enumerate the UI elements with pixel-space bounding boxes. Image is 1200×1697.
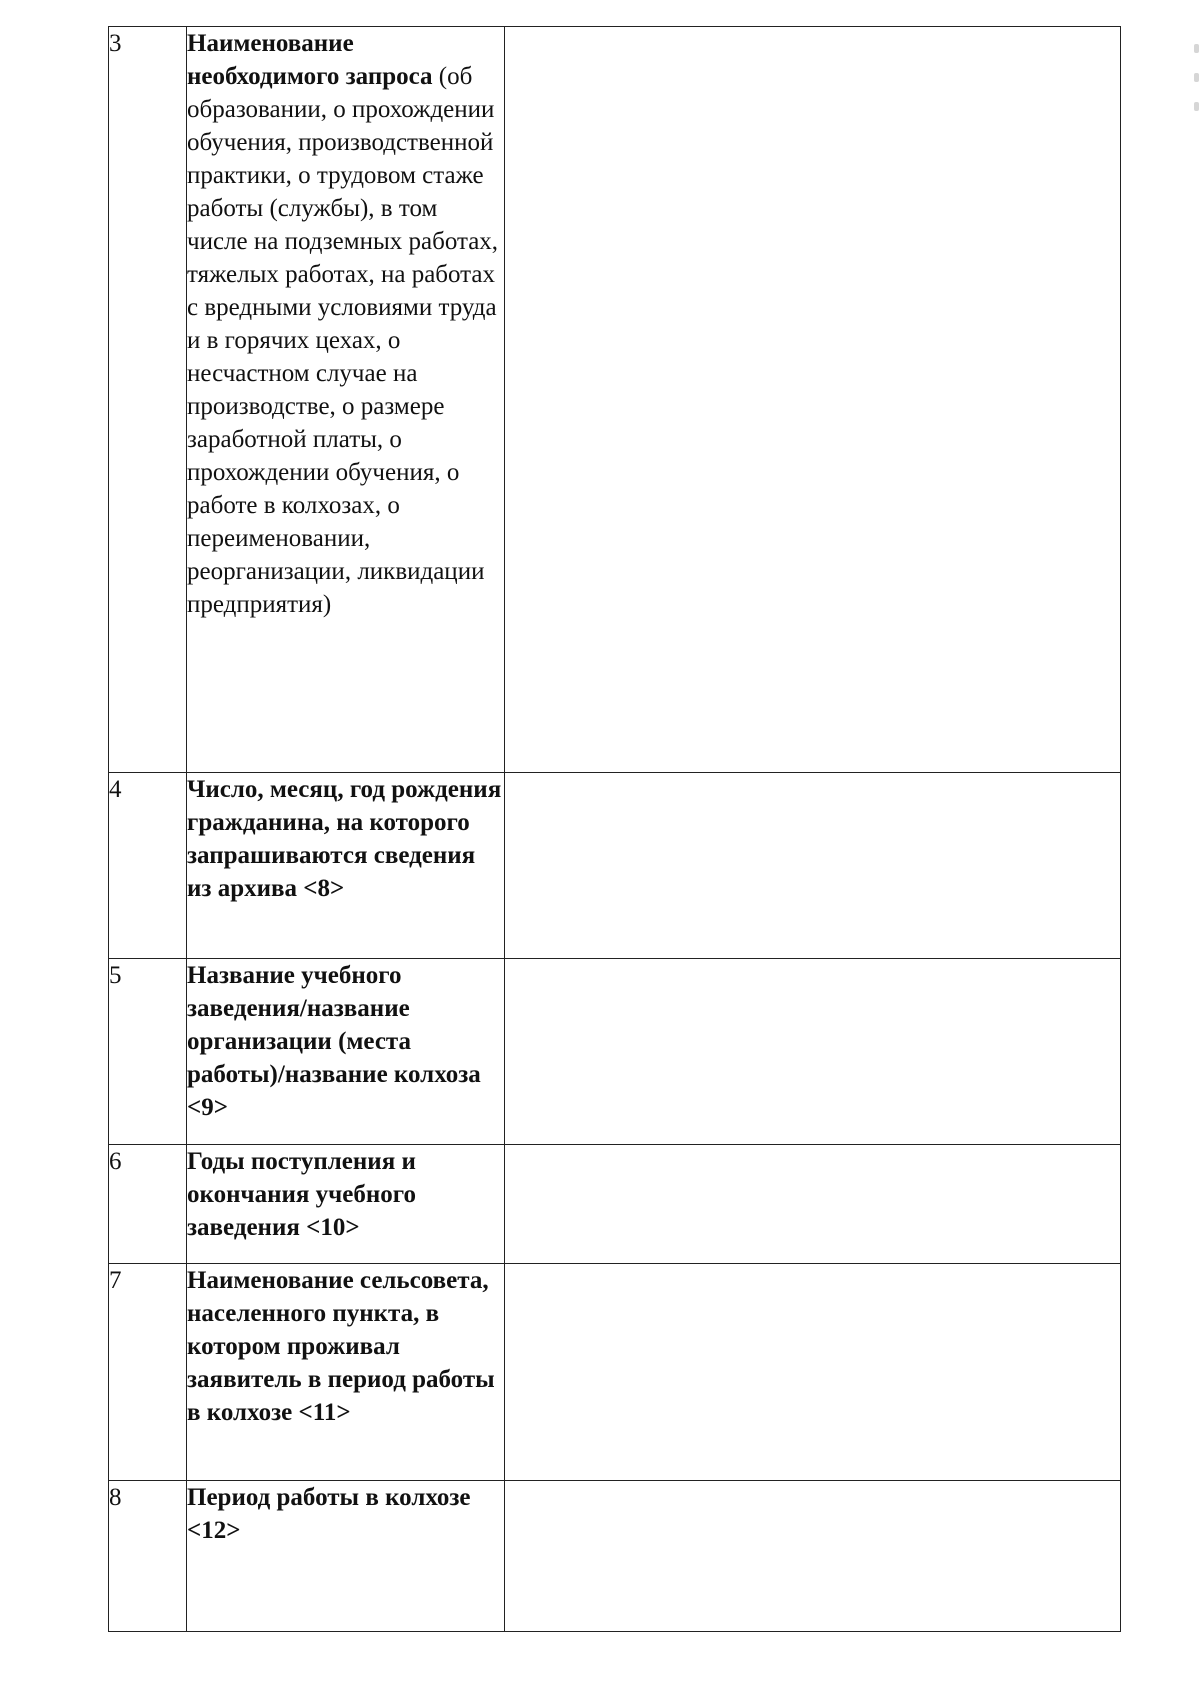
label-bold: Число, месяц, год рождения гражданина, на которого запрашиваются сведения из архива <8> (187, 776, 502, 902)
row-number: 6 (109, 1145, 187, 1264)
table-row-4 (109, 773, 1121, 959)
row-label (187, 27, 505, 773)
row-label (187, 1145, 505, 1264)
value-cell[interactable] (505, 27, 1121, 773)
value-cell[interactable] (505, 773, 1121, 959)
value-cell[interactable] (505, 1481, 1121, 1632)
table-row-5 (109, 959, 1121, 1145)
row-number: 5 (109, 959, 187, 1145)
value-cell[interactable] (505, 1264, 1121, 1481)
scan-margin-marks (1194, 44, 1200, 131)
label-bold: Годы поступления и окончания учебного заведения <10> (187, 1148, 416, 1241)
table-row-8 (109, 1481, 1121, 1632)
row-label (187, 1481, 505, 1632)
label-bold: Название учебного заведения/название организации (места работы)/название колхоза <9> (187, 962, 481, 1121)
scan-mark (1194, 102, 1199, 111)
row-number: 8 (109, 1481, 187, 1632)
value-cell[interactable] (505, 1145, 1121, 1264)
label-bold: Наименование необходимого запроса (187, 30, 433, 90)
row-label (187, 773, 505, 959)
table-row-6 (109, 1145, 1121, 1264)
row-label (187, 1264, 505, 1481)
row-label (187, 959, 505, 1145)
label-regular: (об образовании, о прохождении обучения, производственной практики, о трудовом стаже работы (службы), в том числе на подземных работах, тяжелых работах, на работах с вредными условиями труда и в горячих цехах, о несчастном случае на производстве, о размере заработной платы, о прохождении обучения, о работе в колхозах, о переименовании, реорганизации, ликвидации предприятия) (187, 63, 499, 618)
request-form-table (108, 26, 1121, 1632)
scan-mark (1194, 73, 1199, 82)
table-row-3 (109, 27, 1121, 773)
row-number: 7 (109, 1264, 187, 1481)
table-row-7 (109, 1264, 1121, 1481)
row-number: 3 (109, 27, 187, 773)
value-cell[interactable] (505, 959, 1121, 1145)
row-number: 4 (109, 773, 187, 959)
label-bold: Период работы в колхозе <12> (187, 1484, 471, 1544)
label-bold: Наименование сельсовета, населенного пункта, в котором проживал заявитель в период работы в колхозе <11> (187, 1267, 495, 1426)
scan-mark (1194, 44, 1199, 53)
